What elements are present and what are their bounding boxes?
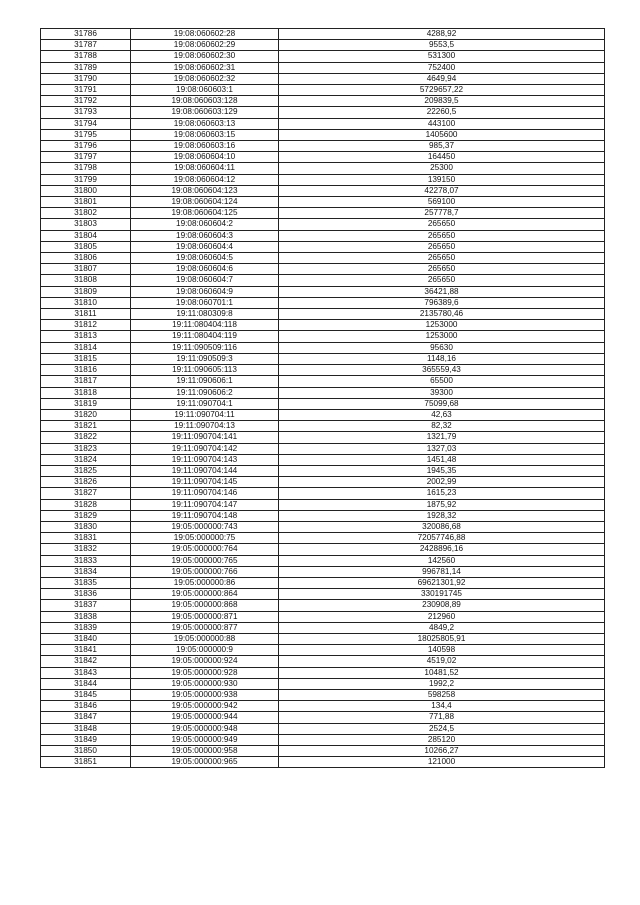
table-row [41,241,605,252]
table-row [41,163,605,174]
row-number-cell: 31814 [41,342,131,353]
cadastral-number-cell: 19:11:080404:118 [131,320,279,331]
row-number-cell: 31813 [41,331,131,342]
cadastral-number-cell: 19:08:060604:10 [131,152,279,163]
table-row [41,353,605,364]
table-row [41,589,605,600]
row-number-cell: 31787 [41,40,131,51]
table-row [41,443,605,454]
cadastral-number-cell: 19:05:000000:88 [131,633,279,644]
value-cell: 569100 [279,197,605,208]
cadastral-number-cell: 19:05:000000:9 [131,645,279,656]
value-cell: 365559,43 [279,365,605,376]
table-row [41,96,605,107]
value-cell: 265650 [279,241,605,252]
table-row [41,320,605,331]
cadastral-number-cell: 19:08:060602:32 [131,73,279,84]
cadastral-number-cell: 19:08:060602:28 [131,29,279,40]
row-number-cell: 31796 [41,141,131,152]
cadastral-number-cell: 19:05:000000:864 [131,589,279,600]
table-row [41,409,605,420]
row-number-cell: 31791 [41,85,131,96]
row-number-cell: 31812 [41,320,131,331]
value-cell: 1928,32 [279,510,605,521]
cadastral-number-cell: 19:05:000000:764 [131,544,279,555]
value-cell: 72057746,88 [279,533,605,544]
table-row [41,555,605,566]
row-number-cell: 31823 [41,443,131,454]
cadastral-number-cell: 19:11:090704:146 [131,488,279,499]
row-number-cell: 31786 [41,29,131,40]
table-row [41,342,605,353]
table-row [41,376,605,387]
row-number-cell: 31822 [41,432,131,443]
value-cell: 230908,89 [279,600,605,611]
row-number-cell: 31810 [41,297,131,308]
cadastral-number-cell: 19:05:000000:868 [131,600,279,611]
table-row [41,432,605,443]
table-row [41,62,605,73]
table-row [41,701,605,712]
row-number-cell: 31804 [41,230,131,241]
row-number-cell: 31809 [41,286,131,297]
row-number-cell: 31824 [41,454,131,465]
table-row [41,499,605,510]
cadastral-number-cell: 19:05:000000:765 [131,555,279,566]
table-row [41,197,605,208]
table-row [41,633,605,644]
cadastral-number-cell: 19:11:080404:119 [131,331,279,342]
row-number-cell: 31807 [41,264,131,275]
value-cell: 140598 [279,645,605,656]
row-number-cell: 31801 [41,197,131,208]
cadastral-number-cell: 19:08:060603:16 [131,141,279,152]
table-row [41,152,605,163]
row-number-cell: 31803 [41,219,131,230]
table-row [41,29,605,40]
cadastral-number-cell: 19:05:000000:948 [131,723,279,734]
cadastral-number-cell: 19:11:090704:143 [131,454,279,465]
row-number-cell: 31835 [41,577,131,588]
table-row [41,331,605,342]
table-row [41,141,605,152]
value-cell: 65500 [279,376,605,387]
table-row [41,309,605,320]
value-cell: 75099,68 [279,398,605,409]
cadastral-number-cell: 19:08:060604:7 [131,275,279,286]
cadastral-number-cell: 19:05:000000:930 [131,678,279,689]
table-row [41,645,605,656]
row-number-cell: 31839 [41,622,131,633]
value-cell: 4288,92 [279,29,605,40]
value-cell: 18025805,91 [279,633,605,644]
value-cell: 4649,94 [279,73,605,84]
row-number-cell: 31805 [41,241,131,252]
value-cell: 1253000 [279,331,605,342]
cadastral-number-cell: 19:05:000000:928 [131,667,279,678]
value-cell: 69621301,92 [279,577,605,588]
value-cell: 25300 [279,163,605,174]
cadastral-number-cell: 19:11:090704:141 [131,432,279,443]
cadastral-number-cell: 19:05:000000:766 [131,566,279,577]
table-row [41,185,605,196]
data-table [40,28,605,768]
value-cell: 142560 [279,555,605,566]
row-number-cell: 31841 [41,645,131,656]
value-cell: 1405600 [279,129,605,140]
row-number-cell: 31800 [41,185,131,196]
value-cell: 985,37 [279,141,605,152]
table-row [41,253,605,264]
cadastral-number-cell: 19:11:090606:1 [131,376,279,387]
value-cell: 257778,7 [279,208,605,219]
value-cell: 1327,03 [279,443,605,454]
cadastral-number-cell: 19:11:090704:13 [131,421,279,432]
cadastral-number-cell: 19:11:090509:116 [131,342,279,353]
cadastral-number-cell: 19:05:000000:944 [131,712,279,723]
cadastral-number-cell: 19:08:060604:5 [131,253,279,264]
table-row [41,454,605,465]
row-number-cell: 31834 [41,566,131,577]
table-row [41,533,605,544]
table-body [41,29,605,768]
table-row [41,734,605,745]
row-number-cell: 31837 [41,600,131,611]
cadastral-number-cell: 19:05:000000:949 [131,734,279,745]
value-cell: 1615,23 [279,488,605,499]
row-number-cell: 31806 [41,253,131,264]
cadastral-number-cell: 19:05:000000:743 [131,521,279,532]
cadastral-number-cell: 19:05:000000:75 [131,533,279,544]
row-number-cell: 31816 [41,365,131,376]
row-number-cell: 31789 [41,62,131,73]
row-number-cell: 31815 [41,353,131,364]
table-row [41,297,605,308]
value-cell: 209839,5 [279,96,605,107]
row-number-cell: 31848 [41,723,131,734]
cadastral-number-cell: 19:11:090704:145 [131,477,279,488]
table-row [41,85,605,96]
cadastral-number-cell: 19:08:060604:9 [131,286,279,297]
cadastral-number-cell: 19:05:000000:877 [131,622,279,633]
table-row [41,174,605,185]
table-row [41,611,605,622]
value-cell: 1875,92 [279,499,605,510]
row-number-cell: 31788 [41,51,131,62]
table-row [41,421,605,432]
cadastral-number-cell: 19:08:060602:29 [131,40,279,51]
cadastral-number-cell: 19:08:060603:128 [131,96,279,107]
value-cell: 9553,5 [279,40,605,51]
row-number-cell: 31794 [41,118,131,129]
table-row [41,689,605,700]
value-cell: 42278,07 [279,185,605,196]
table-row [41,73,605,84]
table-row [41,365,605,376]
value-cell: 265650 [279,230,605,241]
value-cell: 1321,79 [279,432,605,443]
value-cell: 996781,14 [279,566,605,577]
value-cell: 531300 [279,51,605,62]
table-row [41,656,605,667]
table-row [41,510,605,521]
cadastral-number-cell: 19:08:060603:15 [131,129,279,140]
row-number-cell: 31851 [41,757,131,768]
row-number-cell: 31850 [41,746,131,757]
cadastral-number-cell: 19:08:060604:2 [131,219,279,230]
value-cell: 4849,2 [279,622,605,633]
table-row [41,264,605,275]
value-cell: 2428896,16 [279,544,605,555]
row-number-cell: 31793 [41,107,131,118]
row-number-cell: 31843 [41,667,131,678]
row-number-cell: 31821 [41,421,131,432]
cadastral-number-cell: 19:08:060603:129 [131,107,279,118]
value-cell: 212960 [279,611,605,622]
row-number-cell: 31831 [41,533,131,544]
value-cell: 265650 [279,264,605,275]
cadastral-number-cell: 19:05:000000:924 [131,656,279,667]
value-cell: 4519,02 [279,656,605,667]
row-number-cell: 31808 [41,275,131,286]
cadastral-number-cell: 19:11:090704:147 [131,499,279,510]
row-number-cell: 31799 [41,174,131,185]
cadastral-number-cell: 19:05:000000:86 [131,577,279,588]
table-row [41,230,605,241]
value-cell: 265650 [279,219,605,230]
table-row [41,712,605,723]
table-row [41,757,605,768]
row-number-cell: 31798 [41,163,131,174]
cadastral-number-cell: 19:08:060604:123 [131,185,279,196]
table-row [41,723,605,734]
cadastral-number-cell: 19:11:090704:144 [131,465,279,476]
row-number-cell: 31819 [41,398,131,409]
row-number-cell: 31849 [41,734,131,745]
value-cell: 22260,5 [279,107,605,118]
cadastral-number-cell: 19:11:090704:142 [131,443,279,454]
table-row [41,678,605,689]
table-row [41,40,605,51]
value-cell: 796389,6 [279,297,605,308]
row-number-cell: 31820 [41,409,131,420]
table-row [41,488,605,499]
row-number-cell: 31825 [41,465,131,476]
value-cell: 2135780,46 [279,309,605,320]
value-cell: 265650 [279,275,605,286]
cadastral-number-cell: 19:08:060602:30 [131,51,279,62]
value-cell: 1451,48 [279,454,605,465]
value-cell: 139150 [279,174,605,185]
value-cell: 2002,99 [279,477,605,488]
value-cell: 265650 [279,253,605,264]
value-cell: 598258 [279,689,605,700]
table-row [41,577,605,588]
cadastral-number-cell: 19:08:060604:3 [131,230,279,241]
value-cell: 443100 [279,118,605,129]
row-number-cell: 31829 [41,510,131,521]
cadastral-number-cell: 19:05:000000:958 [131,746,279,757]
value-cell: 164450 [279,152,605,163]
table-row [41,286,605,297]
cadastral-number-cell: 19:08:060604:4 [131,241,279,252]
table-row [41,465,605,476]
cadastral-number-cell: 19:08:060603:1 [131,85,279,96]
table-row [41,667,605,678]
cadastral-number-cell: 19:11:090704:11 [131,409,279,420]
cadastral-number-cell: 19:05:000000:942 [131,701,279,712]
value-cell: 2524,5 [279,723,605,734]
cadastral-number-cell: 19:08:060604:12 [131,174,279,185]
cadastral-number-cell: 19:08:060604:124 [131,197,279,208]
value-cell: 82,32 [279,421,605,432]
cadastral-number-cell: 19:08:060604:125 [131,208,279,219]
row-number-cell: 31847 [41,712,131,723]
row-number-cell: 31838 [41,611,131,622]
value-cell: 752400 [279,62,605,73]
value-cell: 36421,88 [279,286,605,297]
row-number-cell: 31827 [41,488,131,499]
table-row [41,387,605,398]
value-cell: 5729657,22 [279,85,605,96]
value-cell: 1148,16 [279,353,605,364]
value-cell: 134,4 [279,701,605,712]
row-number-cell: 31842 [41,656,131,667]
cadastral-number-cell: 19:11:090606:2 [131,387,279,398]
table-row [41,566,605,577]
row-number-cell: 31818 [41,387,131,398]
cadastral-number-cell: 19:05:000000:871 [131,611,279,622]
value-cell: 42,63 [279,409,605,420]
table-row [41,746,605,757]
cadastral-number-cell: 19:08:060604:6 [131,264,279,275]
cadastral-number-cell: 19:05:000000:938 [131,689,279,700]
value-cell: 95630 [279,342,605,353]
value-cell: 10266,27 [279,746,605,757]
value-cell: 10481,52 [279,667,605,678]
table-row [41,521,605,532]
row-number-cell: 31826 [41,477,131,488]
value-cell: 320086,68 [279,521,605,532]
row-number-cell: 31844 [41,678,131,689]
row-number-cell: 31828 [41,499,131,510]
table-row [41,107,605,118]
row-number-cell: 31797 [41,152,131,163]
row-number-cell: 31836 [41,589,131,600]
table-row [41,477,605,488]
table-row [41,398,605,409]
table-row [41,208,605,219]
row-number-cell: 31790 [41,73,131,84]
cadastral-number-cell: 19:08:060603:13 [131,118,279,129]
value-cell: 39300 [279,387,605,398]
cadastral-number-cell: 19:05:000000:965 [131,757,279,768]
value-cell: 285120 [279,734,605,745]
value-cell: 1253000 [279,320,605,331]
row-number-cell: 31845 [41,689,131,700]
cadastral-number-cell: 19:08:060604:11 [131,163,279,174]
value-cell: 1945,35 [279,465,605,476]
cadastral-number-cell: 19:11:080309:8 [131,309,279,320]
row-number-cell: 31840 [41,633,131,644]
value-cell: 330191745 [279,589,605,600]
cadastral-number-cell: 19:11:090704:148 [131,510,279,521]
value-cell: 771,88 [279,712,605,723]
value-cell: 1992,2 [279,678,605,689]
table-row [41,544,605,555]
cadastral-number-cell: 19:08:060602:31 [131,62,279,73]
cadastral-number-cell: 19:11:090509:3 [131,353,279,364]
table-row [41,129,605,140]
table-row [41,219,605,230]
row-number-cell: 31833 [41,555,131,566]
row-number-cell: 31832 [41,544,131,555]
row-number-cell: 31802 [41,208,131,219]
table-row [41,51,605,62]
row-number-cell: 31795 [41,129,131,140]
cadastral-number-cell: 19:08:060701:1 [131,297,279,308]
row-number-cell: 31811 [41,309,131,320]
row-number-cell: 31830 [41,521,131,532]
table-row [41,275,605,286]
table-row [41,600,605,611]
table-row [41,622,605,633]
row-number-cell: 31792 [41,96,131,107]
cadastral-number-cell: 19:11:090704:1 [131,398,279,409]
row-number-cell: 31817 [41,376,131,387]
cadastral-number-cell: 19:11:090605:113 [131,365,279,376]
row-number-cell: 31846 [41,701,131,712]
table-row [41,118,605,129]
value-cell: 121000 [279,757,605,768]
